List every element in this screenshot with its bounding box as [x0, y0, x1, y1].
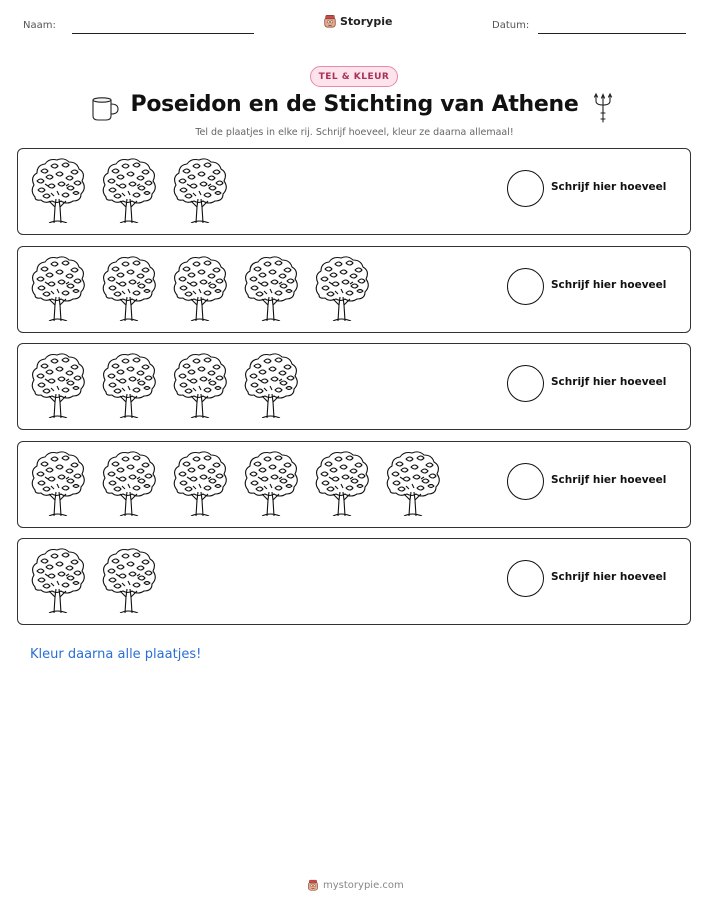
tree-icon: [29, 352, 87, 418]
title-row: [0, 92, 709, 124]
answer-circle[interactable]: [507, 268, 544, 305]
tree-icon: [29, 547, 87, 613]
storypie-mascot-icon: [323, 14, 337, 28]
answer-label: Schrijf hier hoeveel: [551, 181, 667, 193]
counting-row: [17, 246, 691, 333]
answer-circle[interactable]: [507, 170, 544, 207]
date-field[interactable]: [538, 33, 686, 34]
tree-icon: [100, 255, 158, 321]
activity-badge: TEL & KLEUR: [310, 66, 398, 87]
tree-icon: [313, 255, 371, 321]
answer-label: Schrijf hier hoeveel: [551, 278, 667, 291]
tree-icon: [29, 255, 87, 321]
tree-icon: [171, 255, 229, 321]
counting-row: [17, 538, 691, 625]
tree-icon: [100, 450, 158, 516]
answer-label: Schrijf hier hoeveel: [551, 571, 667, 583]
answer-label: Schrijf hier hoeveel: [551, 376, 667, 388]
tree-icon: [384, 450, 442, 516]
page-title: Poseidon en de Stichting van Athene: [130, 92, 579, 117]
tree-icon: [100, 352, 158, 418]
tree-icon: [100, 157, 158, 223]
instructions: Tel de plaatjes in elke rij. Schrijf hoeveel, kleur ze daarna allemaal!: [195, 127, 514, 138]
answer-circle[interactable]: [507, 463, 544, 500]
tree-icon: [29, 157, 87, 223]
answer-circle[interactable]: [507, 560, 544, 597]
brand-name: Storypie: [340, 14, 393, 28]
footer-brand: [307, 879, 404, 891]
trident-icon: [593, 92, 613, 124]
tree-icon: [313, 450, 371, 516]
name-label: Naam:: [23, 20, 56, 31]
tree-icon: [171, 450, 229, 516]
tree-icon: [242, 352, 300, 418]
answer-label: Schrijf hier hoeveel: [551, 473, 667, 486]
name-field[interactable]: [72, 33, 254, 34]
date-label: Datum:: [492, 20, 530, 31]
counting-row: [17, 148, 691, 235]
color-instruction: Kleur daarna alle plaatjes!: [30, 647, 202, 662]
tree-icon: [29, 450, 87, 516]
tree-icon: [171, 157, 229, 223]
tree-icon: [171, 352, 229, 418]
counting-row: [17, 441, 691, 528]
storypie-mascot-icon: [307, 879, 319, 891]
tree-icon: [242, 255, 300, 321]
footer-url: mystorypie.com: [323, 879, 404, 891]
counting-row: [17, 343, 691, 430]
answer-circle[interactable]: [507, 365, 544, 402]
storypie-logo: [323, 14, 392, 28]
tree-icon: [100, 547, 158, 613]
tree-icon: [242, 450, 300, 516]
